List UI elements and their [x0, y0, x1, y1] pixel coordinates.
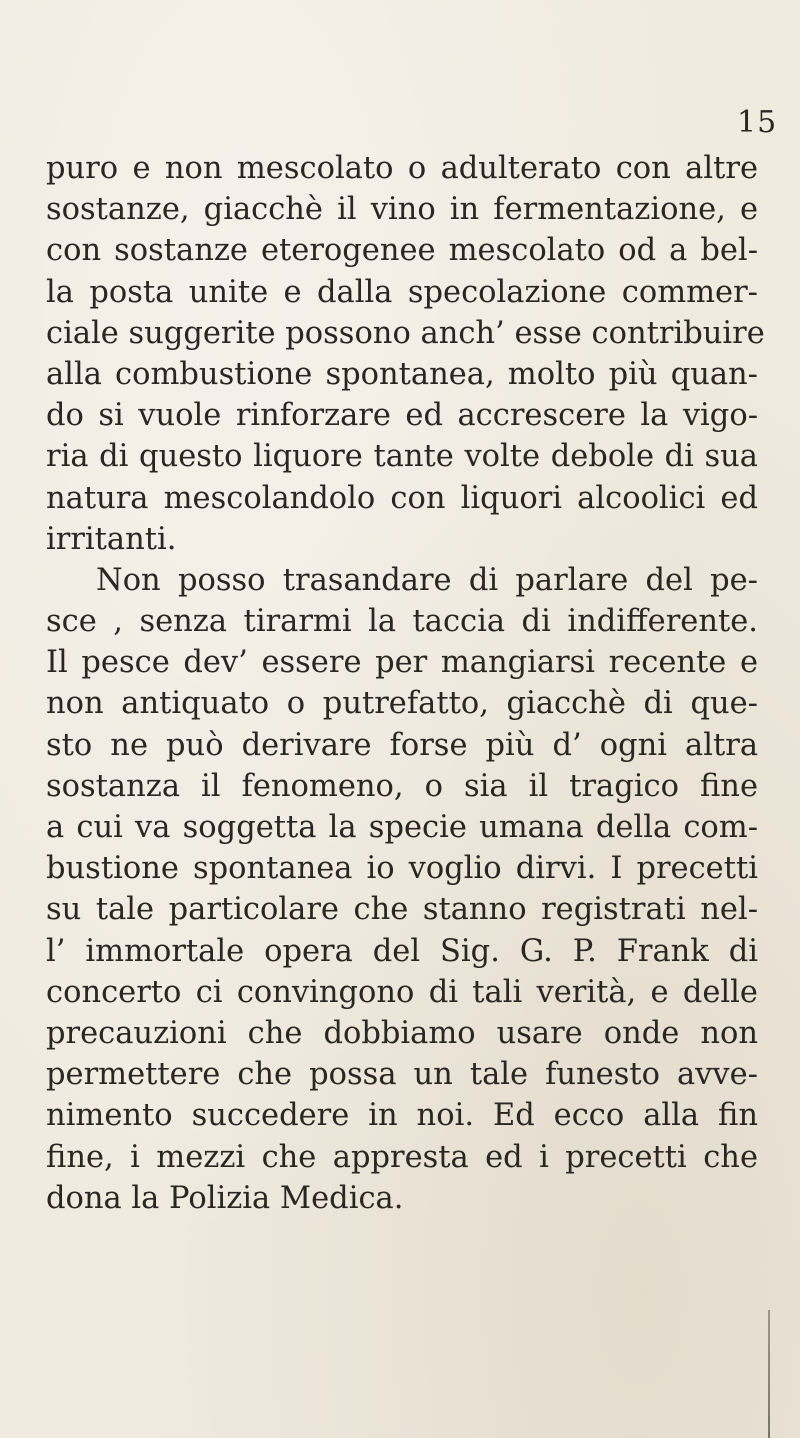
text-line: irritanti.: [46, 521, 177, 557]
text-line: la posta unite e dalla specolazione commer-: [46, 274, 758, 310]
text-line: permettere che possa un tale funesto avve-: [46, 1057, 758, 1093]
text-line: do si vuole rinforzare ed accrescere la vigo-: [46, 398, 758, 434]
page-number: 15: [737, 105, 778, 140]
text-line-paragraph-start: Non posso trasandare di parlare del pe-: [96, 562, 758, 598]
text-line: nimento succedere in noi. Ed ecco alla fin: [46, 1098, 758, 1134]
text-line: sostanza il fenomeno, o sia il tragico fine: [46, 768, 758, 804]
text-line: dona la Polizia Medica.: [46, 1180, 404, 1216]
text-line: alla combustione spontanea, molto più quan-: [46, 356, 758, 392]
text-line: natura mescolandolo con liquori alcoolici ed: [46, 480, 758, 516]
text-line: Il pesce dev’ essere per mangiarsi recente e: [46, 645, 758, 681]
text-line: bustione spontanea io voglio dirvi. I precetti: [46, 851, 758, 887]
text-line: ciale suggerite possono anch’ esse contribuire: [46, 315, 765, 351]
text-line: ria di questo liquore tante volte debole di sua: [46, 439, 758, 475]
text-line: sce , senza tirarmi la taccia di indifferente.: [46, 604, 758, 640]
text-line: concerto ci convingono di tali verità, e delle: [46, 974, 758, 1010]
text-line: sto ne può derivare forse più d’ ogni altra: [46, 727, 758, 763]
text-line: non antiquato o putrefatto, giacchè di que-: [46, 686, 758, 722]
text-line: con sostanze eterogenee mescolato od a bel-: [46, 233, 758, 269]
body-text: [46, 148, 765, 1219]
text-line: puro e non mescolato o adulterato con altre: [46, 151, 758, 186]
text-line: fine, i mezzi che appresta ed i precetti che: [46, 1139, 758, 1175]
page-edge-shadow: [768, 1310, 770, 1438]
text-line: a cui va soggetta la specie umana della com-: [46, 810, 758, 845]
text-line: l’ immortale opera del Sig. G. P. Frank di: [46, 933, 758, 969]
text-line: precauzioni che dobbiamo usare onde non: [46, 1015, 758, 1051]
text-line: su tale particolare che stanno registrati nel-: [46, 892, 758, 928]
text-line: sostanze, giacchè il vino in fermentazione, e: [46, 192, 758, 228]
